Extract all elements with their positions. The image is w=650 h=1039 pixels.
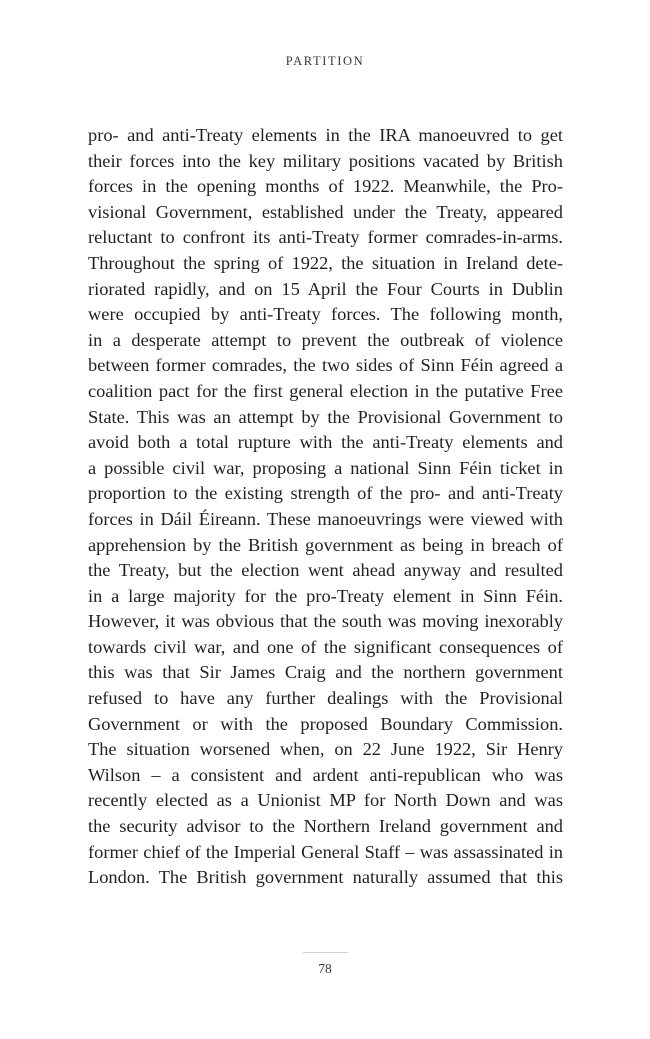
text-line: their forces into the key military positions vacated by British <box>88 150 563 171</box>
text-line: in a desperate attempt to prevent the outbreak of violence <box>88 329 563 350</box>
footer-rule <box>303 952 348 953</box>
text-line: forces in the opening months of 1922. Meanwhile, the Pro- <box>88 176 563 197</box>
text-line: riorated rapidly, and on 15 April the Four Courts in Dublin <box>88 278 563 299</box>
text-line: However, it was obvious that the south was moving inexorably <box>88 611 563 632</box>
text-line: between former comrades, the two sides of Sinn Féin agreed a <box>88 355 563 376</box>
text-line: The situation worsened when, on 22 June 1922, Sir Henry <box>88 739 563 760</box>
text-line: refused to have any further dealings with the Provisional <box>88 688 563 709</box>
text-line: towards civil war, and one of the significant consequences of <box>88 636 563 657</box>
body-text <box>88 123 563 891</box>
text-line: recently elected as a Unionist MP for North Down and was <box>88 790 563 811</box>
text-line: London. The British government naturally assumed that this <box>88 867 563 888</box>
text-line: Government or with the proposed Boundary Commission. <box>88 713 563 734</box>
text-line: Wilson – a consistent and ardent anti-republican who was <box>88 764 563 785</box>
text-line: the Treaty, but the election went ahead anyway and resulted <box>88 560 563 581</box>
text-line: former chief of the Imperial General Staff – was assassinated in <box>88 841 563 862</box>
running-head: PARTITION <box>285 54 365 68</box>
text-line: reluctant to confront its anti-Treaty former comrades-in-arms. <box>88 227 563 248</box>
page-number: 78 <box>318 961 332 976</box>
text-line: avoid both a total rupture with the anti-Treaty elements and <box>88 432 563 453</box>
text-line: in a large majority for the pro-Treaty element in Sinn Féin. <box>88 585 563 606</box>
text-line: this was that Sir James Craig and the northern government <box>88 662 563 683</box>
text-line: State. This was an attempt by the Provisional Government to <box>88 406 563 427</box>
text-line: proportion to the existing strength of the pro- and anti-Treaty <box>88 483 563 504</box>
text-line: forces in Dáil Éireann. These manoeuvrings were viewed with <box>88 508 563 529</box>
text-line: the security advisor to the Northern Ireland government and <box>88 816 563 837</box>
text-line: coalition pact for the first general election in the putative Free <box>88 380 563 401</box>
text-line: Throughout the spring of 1922, the situation in Ireland dete- <box>88 252 563 273</box>
text-line: apprehension by the British government as being in breach of <box>88 534 563 555</box>
text-line: pro- and anti-Treaty elements in the IRA manoeuvred to get <box>88 125 563 145</box>
text-line: were occupied by anti-Treaty forces. The following month, <box>88 304 563 325</box>
text-line: visional Government, established under the Treaty, appeared <box>88 201 563 222</box>
text-line: a possible civil war, proposing a national Sinn Féin ticket in <box>88 457 563 478</box>
